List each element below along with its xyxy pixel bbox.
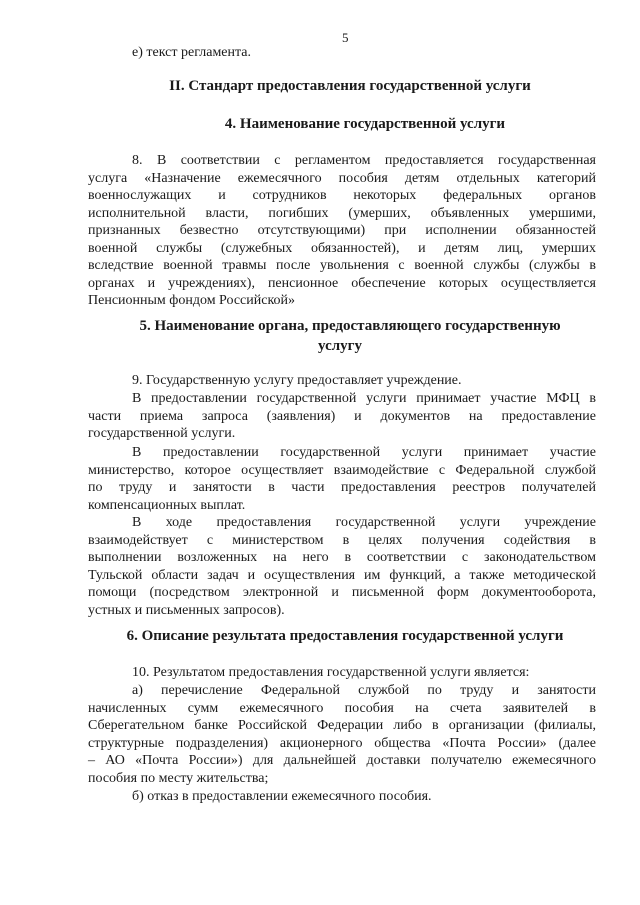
text-line: устных и письменных запросов). bbox=[88, 602, 285, 618]
text-line: части приема запроса (заявления) и документов на предоставление bbox=[88, 408, 596, 424]
text-line: пособия по месту жительства; bbox=[88, 770, 269, 786]
text-line: – АО «Почта России») для дальнейшей доставки получателю ежемесячного bbox=[88, 753, 596, 768]
text-line: взаимодействует с министерством в целях получения содействия в bbox=[88, 532, 596, 548]
subsection-5-heading-line1: 5. Наименование органа, предоставляющего государственную bbox=[139, 318, 561, 334]
paragraph-9 bbox=[88, 372, 596, 390]
text-line: а) перечисление Федеральной службой по труду и занятости bbox=[132, 683, 596, 698]
text-line: органах и учреждениях), пенсионное обеспечение которых осуществляется bbox=[88, 275, 596, 291]
text-line: государственной услуги. bbox=[88, 426, 236, 441]
text-line: 10. Результатом предоставления государственной услуги является: bbox=[132, 665, 530, 680]
text-line: услуга «Назначение ежемесячного пособия детям отдельных категорий bbox=[88, 170, 596, 186]
text-line: министерство, которое осуществляет взаимодействие с Федеральной службой bbox=[88, 462, 596, 478]
paragraph-9b bbox=[88, 444, 596, 514]
text-line: военной службы (служебных обязанностей), и детям лиц, умерших bbox=[88, 240, 596, 256]
text-line: по труду и занятости в части предоставления реестров получателей bbox=[88, 480, 596, 495]
text-line: компенсационных выплат. bbox=[88, 497, 246, 513]
paragraph-10 bbox=[88, 664, 596, 682]
text-line: признанных безвестно отсутствующими) при исполнении обязанностей bbox=[88, 223, 596, 238]
text-line: 9. Государственную услугу предоставляет учреждение. bbox=[132, 373, 462, 388]
text-line: помощи (посредством электронной и письменной форм документооборота, bbox=[88, 585, 596, 600]
subsection-4-heading: 4. Наименование государственной услуги bbox=[224, 116, 506, 132]
text-line: вследствие военной травмы после увольнения с военной службы (службы в bbox=[88, 258, 596, 273]
text-line: 8. В соответствии с регламентом предоставляется государственная bbox=[132, 153, 596, 168]
text-line: В предоставлении государственной услуги принимает участие МФЦ в bbox=[132, 391, 596, 406]
paragraph-9a bbox=[88, 390, 596, 443]
text-line: исполнительной власти, погибших (умерших, объявленных умершими, bbox=[88, 205, 596, 221]
text-line: военнослужащих и сотрудников некоторых федеральных органов bbox=[88, 188, 596, 203]
paragraph-10a bbox=[88, 682, 596, 787]
subsection-5-heading-line2: услугу bbox=[318, 338, 362, 354]
text-line: б) отказ в предоставлении ежемесячного пособия. bbox=[132, 789, 432, 804]
text-line: В ходе предоставления государственной услуги учреждение bbox=[132, 515, 596, 530]
text-line: структурные подразделения) акционерного общества «Почта России» (далее bbox=[88, 735, 596, 751]
text-line: начисленных сумм ежемесячного пособия на счета заявителей в bbox=[88, 700, 596, 716]
intro-line: е) текст регламента. bbox=[132, 45, 252, 60]
paragraph-8 bbox=[88, 152, 596, 310]
text-line: выполнении возложенных на него в соответствии с законодательством bbox=[88, 550, 596, 565]
text-line: Пенсионным фондом Российской» bbox=[88, 293, 296, 308]
text-line: Тульской области задач и осуществления им функций, а также методической bbox=[88, 567, 596, 583]
subsection-6-heading: 6. Описание результата предоставления государственной услуги bbox=[126, 628, 564, 644]
paragraph-10b bbox=[88, 788, 596, 806]
text-line: В предоставлении государственной услуги принимает участие bbox=[132, 445, 596, 460]
paragraph-9c bbox=[88, 514, 596, 619]
section-heading: II. Стандарт предоставления государственной услуги bbox=[169, 78, 531, 94]
text-line: Сберегательном банке Российской Федерации либо в организации (филиалы, bbox=[88, 718, 596, 733]
page-number: 5 bbox=[342, 30, 349, 45]
